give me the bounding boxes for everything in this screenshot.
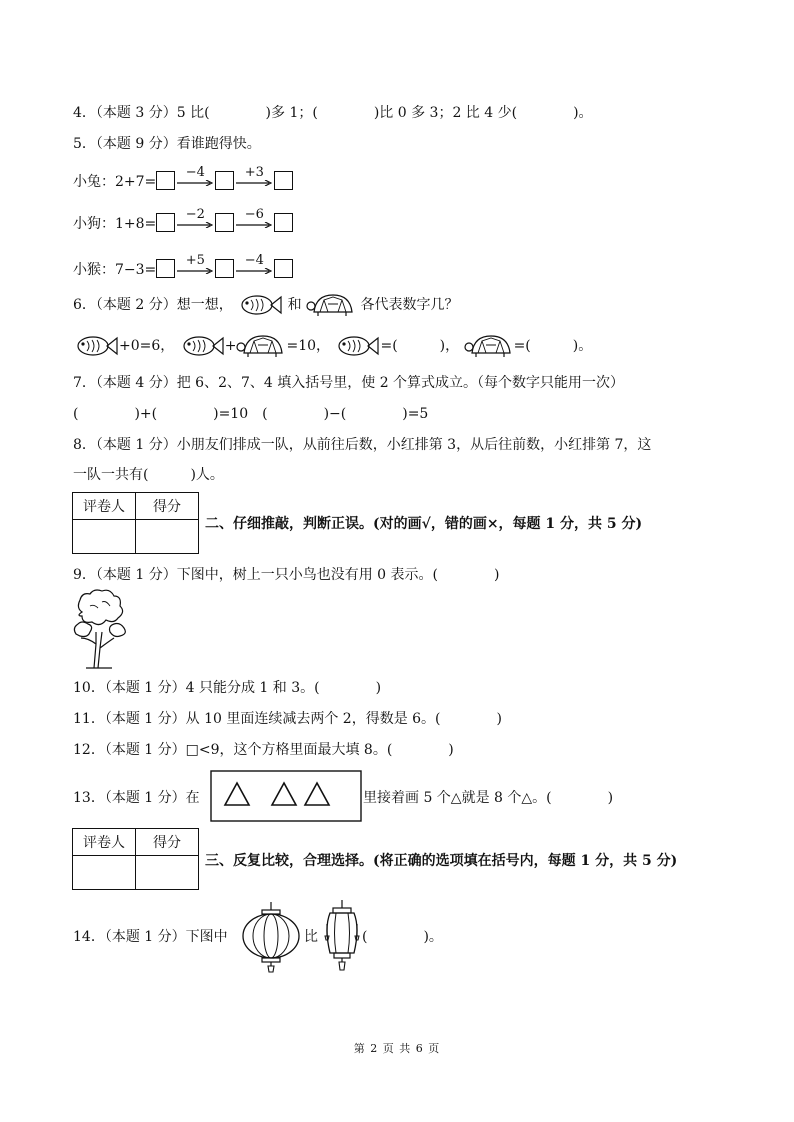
answer-box[interactable] — [274, 171, 293, 190]
question-7-equations: ( )+( )=10 ( )−( )=5 — [73, 406, 429, 422]
triangle-icon — [225, 783, 249, 805]
row-label: 小猴： — [73, 262, 115, 278]
tree-icon — [72, 588, 128, 670]
triangle-icon — [305, 783, 329, 805]
fish-icon — [237, 292, 283, 318]
operation-arrow: −4 — [234, 256, 274, 278]
question-8-line1: 8．（本题 1 分）小朋友们排成一队，从前往后数，小红排第 3，从后往前数，小红排第 7，这 — [73, 437, 652, 453]
question-9: 9．（本题 1 分）下图中，树上一只小鸟也没有用 0 表示。( ) — [73, 567, 500, 583]
question-10: 10．（本题 1 分）4 只能分成 1 和 3。( ) — [73, 680, 382, 696]
question-7-title: 7．（本题 4 分）把 6、2、7、4 填入括号里，使 2 个算式成立。（每个数字只能用一次） — [73, 375, 625, 391]
triangle-box — [210, 770, 362, 822]
operation-arrow: +3 — [234, 168, 274, 190]
grade-box — [72, 492, 199, 554]
answer-box[interactable] — [274, 213, 293, 232]
answer-box[interactable] — [215, 213, 234, 232]
answer-box[interactable] — [156, 171, 175, 190]
grade-box — [72, 828, 199, 890]
q5-row-rabbit — [73, 165, 293, 191]
row-label: 小兔： — [73, 174, 115, 190]
question-14-c: ( )。 — [362, 929, 443, 945]
fish-icon — [179, 333, 225, 359]
answer-box[interactable] — [156, 213, 175, 232]
question-13-a: 13．（本题 1 分）在 — [73, 790, 200, 806]
question-8-line2: 一队一共有( )人。 — [73, 467, 224, 483]
score-cell[interactable] — [136, 520, 199, 554]
answer-box[interactable] — [274, 259, 293, 278]
question-6-equations: +0=6， + =10， =( )， =( )。 — [73, 333, 592, 359]
operation-arrow: −4 — [175, 168, 215, 190]
triangle-icon — [272, 783, 296, 805]
row-expr: 7−3= — [115, 262, 157, 278]
q5-row-monkey — [73, 253, 293, 279]
answer-box[interactable] — [215, 259, 234, 278]
section-3-heading: 三、反复比较，合理选择。(将正确的选项填在括号内，每题 1 分，共 5 分) — [205, 853, 678, 869]
row-expr: 2+7= — [115, 174, 157, 190]
operation-arrow: −2 — [175, 210, 215, 232]
fish-icon — [73, 333, 119, 359]
question-6-title: 6．（本题 2 分）想一想， 和 各代表数字几？ — [73, 292, 459, 318]
reviewer-cell[interactable] — [73, 520, 136, 554]
question-5-title: 5．（本题 9 分）看谁跑得快。 — [73, 136, 261, 152]
section-2-heading: 二、仔细推敲，判断正误。(对的画√，错的画×，每题 1 分，共 5 分) — [205, 516, 643, 532]
question-11: 11．（本题 1 分）从 10 里面连续减去两个 2，得数是 6。( ) — [73, 711, 502, 727]
question-12: 12．（本题 1 分）□<9，这个方格里面最大填 8。( ) — [73, 742, 454, 758]
fish-icon — [334, 333, 380, 359]
reviewer-cell[interactable] — [73, 856, 136, 890]
answer-box[interactable] — [215, 171, 234, 190]
turtle-icon — [236, 333, 286, 359]
turtle-icon — [464, 333, 514, 359]
question-14-b: 比 — [304, 929, 318, 945]
score-cell[interactable] — [136, 856, 199, 890]
score-label: 得分 — [136, 493, 199, 520]
question-13-b: 里接着画 5 个△就是 8 个△。( ) — [363, 790, 614, 806]
reviewer-label: 评卷人 — [73, 493, 136, 520]
question-14-a: 14．（本题 1 分）下图中 — [73, 929, 228, 945]
turtle-icon — [306, 292, 356, 318]
score-label: 得分 — [136, 829, 199, 856]
operation-arrow: +5 — [175, 256, 215, 278]
row-label: 小狗： — [73, 216, 115, 232]
q5-row-dog — [73, 207, 293, 233]
reviewer-label: 评卷人 — [73, 829, 136, 856]
row-expr: 1+8= — [115, 216, 157, 232]
page-footer: 第 2 页 共 6 页 — [353, 1042, 441, 1055]
question-4: 4．（本题 3 分）5 比( )多 1；( )比 0 多 3；2 比 4 少( )。 — [73, 105, 593, 121]
palace-lantern-icon — [322, 898, 362, 974]
answer-box[interactable] — [156, 259, 175, 278]
round-lantern-icon — [240, 900, 302, 974]
operation-arrow: −6 — [234, 210, 274, 232]
